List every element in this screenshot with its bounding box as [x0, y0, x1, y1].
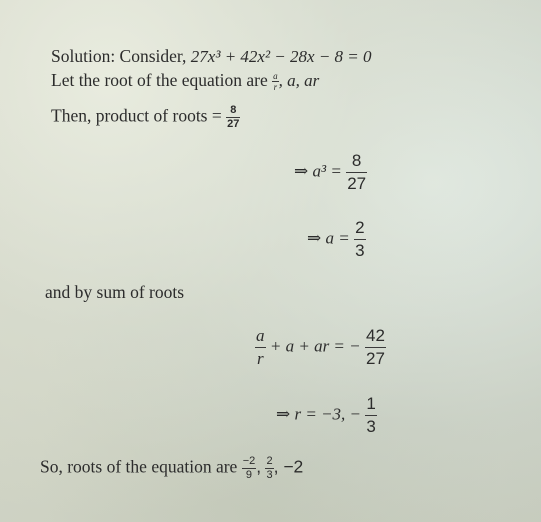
a-value-lhs: ⇒ a = [307, 228, 350, 248]
fraction-neg2-over-9: $\frac{-2}{9}$ [242, 455, 256, 481]
step-sum-equation [255, 325, 386, 370]
product-of-roots-text: Then, product of roots = [51, 105, 222, 126]
roots-list: , a, ar [278, 71, 320, 90]
solution-line-consider [51, 46, 372, 67]
r-values-lhs: ⇒ r = −3, − [276, 404, 362, 424]
fraction-a-over-r: $\frac{a}{r}$ [273, 71, 278, 93]
fraction-2-over-3-small: $\frac{2}{3}$ [266, 455, 273, 481]
a-cubed-lhs: ⇒ a³ = [294, 161, 342, 181]
fraction-8-over-27: $\frac{8}{27}$ [347, 151, 367, 193]
sum-of-roots-line [45, 282, 184, 303]
fraction-1-over-3: $\frac{1}{3}$ [366, 394, 376, 436]
step-a-value [307, 217, 366, 262]
step-a-cubed [294, 150, 367, 195]
fraction-a-over-r-large: $\frac{a}{r}$ [256, 326, 265, 368]
sum-equation-middle: + a + ar = − [269, 336, 361, 356]
final-roots-line: So, roots of the equation are $\frac{-2}{9}$ , $\frac{2}{3}$ , −2 [40, 455, 304, 481]
fraction-8-over-27-small: $\frac{8}{27}$ [227, 104, 240, 130]
fraction-42-over-27: $\frac{42}{27}$ [366, 326, 385, 368]
solution-label: Solution: Consider, [51, 46, 187, 66]
roots-assumption-line [51, 70, 319, 92]
fraction-2-over-3: $\frac{2}{3}$ [355, 218, 365, 260]
final-root-neg2: , −2 [273, 456, 304, 477]
final-roots-text: So, roots of the equation are [40, 456, 238, 477]
step-r-values [276, 393, 377, 438]
roots-assumption-text: Let the root of the equation are [51, 70, 268, 90]
sum-of-roots-text: and by sum of roots [45, 282, 185, 302]
product-of-roots-line [51, 104, 240, 131]
cubic-equation: 27x³ + 42x² − 28x − 8 = 0 [190, 47, 372, 66]
